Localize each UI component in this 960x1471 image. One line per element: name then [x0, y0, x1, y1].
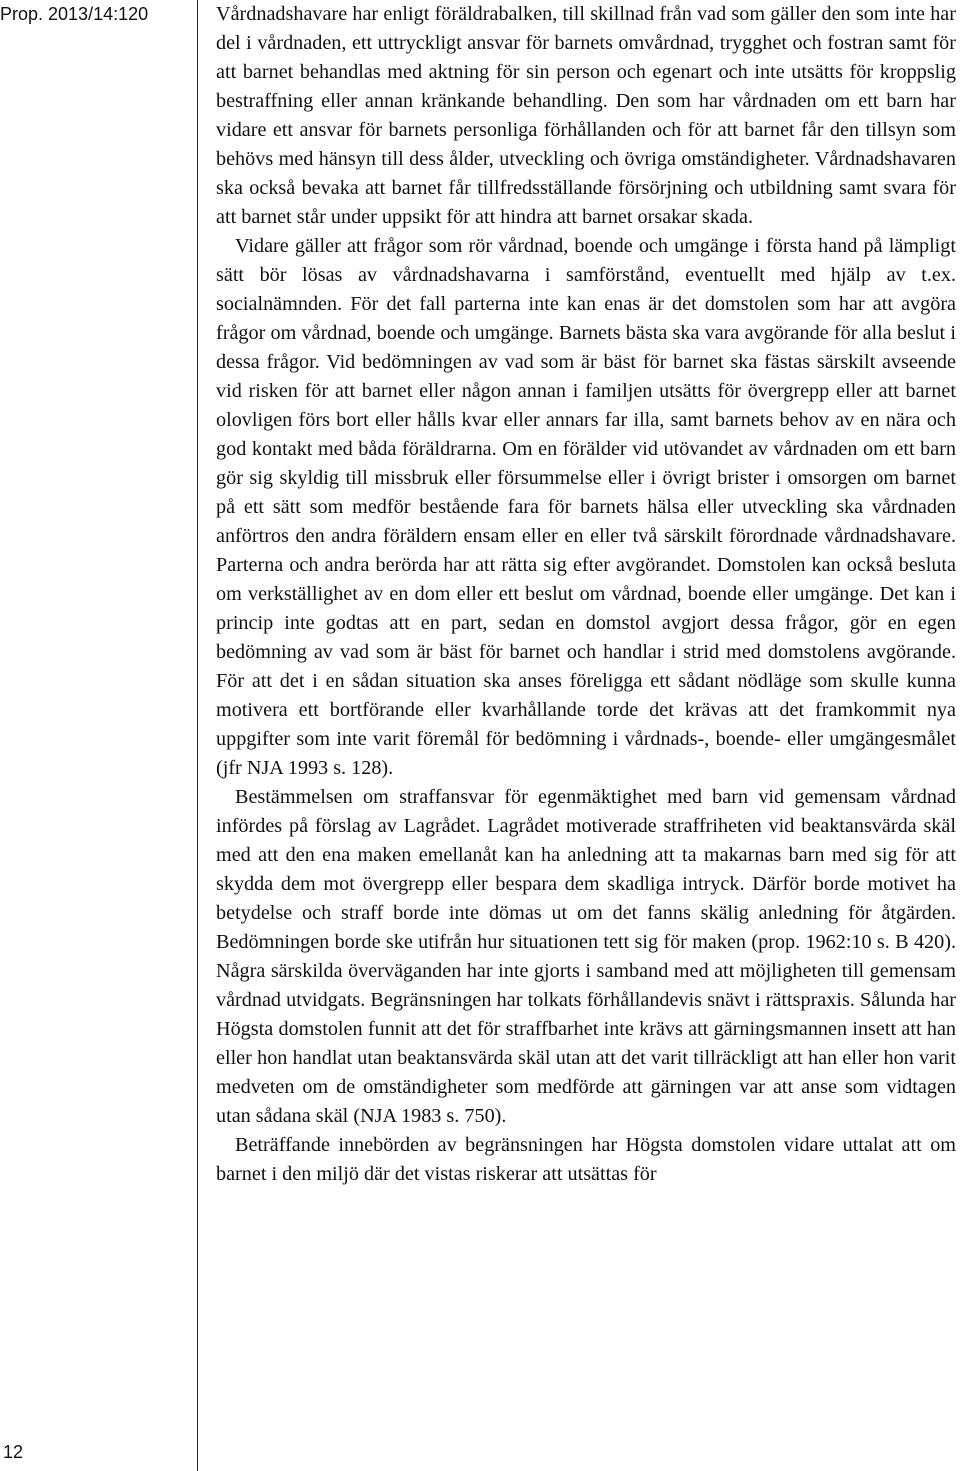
paragraph-criminal-liability: Bestämmelsen om straffansvar för egenmäktighet med barn vid gemensam vårdnad infördes på förslag av Lagrådet. Lagrådet motiverade straffriheten vid beaktansvärda skäl med att den ena maken emellanåt kan ha anledning att ta makarnas barn med sig för att skydda dem mot övergrepp eller bespara dem skadliga intryck. Därför borde motivet ha betydelse och straff borde inte dömas ut om det fanns skälig anledning för åtgärden. Bedömningen borde ske utifrån hur situationen tett sig för maken (prop. 1962:10 s. B 420). Några särskilda överväganden har inte gjorts i samband med att möjligheten till gemensam vårdnad utvidgats. Begränsningen har tolkats förhållandevis snävt i rättspraxis. Sålunda har Högsta domstolen funnit att det för straffbarhet inte krävs att gärningsmannen insett att han eller hon handlat utan beaktansvärda skäl utan att det varit tillräckligt att han eller hon varit medveten om de omständigheter som medförde att gärningen var att anse som vidtagen utan sådana skäl (NJA 1983 s. 750). [216, 786, 956, 1127]
page-number: 12 [3, 1442, 24, 1462]
proposition-reference: Prop. 2013/14:120 [0, 4, 149, 24]
paragraph-custodian-responsibility: Vårdnadshavare har enligt föräldrabalken, till skillnad från vad som gäller den som inte har del i vårdnaden, ett uttryckligt ansvar för barnets omvårdnad, trygghet och fostran samt för att barnet behandlas med aktning för sin person och egenart och inte utsätts för kroppslig bestraffning eller annan kränkande behandling. Den som har vårdnaden om ett barn har vidare ett ansvar för barnets personliga förhållanden och för att barnet får den tillsyn som behövs med hänsyn till dess ålder, utveckling och övriga omständigheter. Vårdnadshavaren ska också bevaka att barnet får tillfredsställande försörjning och utbildning samt svara för att barnet står under uppsikt för att hindra att barnet orsakar skada. [216, 3, 956, 228]
paragraph-custody-decisions: Vidare gäller att frågor som rör vårdnad, boende och umgänge i första hand på lämpligt sätt bör lösas av vårdnadshavarna i samförstånd, eventuellt med hjälp av t.ex. socialnämnden. För det fall parterna inte kan enas är det domstolen som har att avgöra frågor om vårdnad, boende och umgänge. Barnets bästa ska vara avgörande för alla beslut i dessa frågor. Vid bedömningen av vad som är bäst för barnet ska fästas särskilt avseende vid risken för att barnet eller någon annan i familjen utsätts för övergrepp eller att barnet olovligen förs bort eller hålls kvar eller annars far illa, samt barnets behov av en nära och god kontakt med båda föräldrarna. Om en förälder vid utövandet av vårdnaden om ett barn gör sig skyldig till missbruk eller försummelse eller i övrigt brister i omsorgen om barnet på ett sätt som medför bestående fara för barnets hälsa eller utveckling ska vårdnaden anförtros den andra föräldern ensam eller en eller två särskilt förordnade vårdnadshavare. Parterna och andra berörda har att rätta sig efter avgörandet. Domstolen kan också besluta om verkställighet av en dom eller ett beslut om vårdnad, boende eller umgänge. Det kan i princip inte godtas att en part, sedan en domstol avgjort dessa frågor, gör en egen bedömning av vad som är bäst för barnet och handlar i strid med domstolens avgörande. För att det i en sådan situation ska anses föreligga ett sådant nödläge som skulle kunna motivera ett bortförande eller kvarhållande torde det krävas att det framkommit nya uppgifter som inte varit föremål för bedömning i vårdnads-, boende- eller umgängesmålet (jfr NJA 1993 s. 128). [216, 235, 956, 779]
document-body [216, 0, 956, 1189]
paragraph-supreme-court: Beträffande innebörden av begränsningen har Högsta domstolen vidare uttalat att om barnet i den miljö där det vistas riskerar att utsättas för [216, 1134, 956, 1185]
margin-divider [197, 0, 198, 1471]
